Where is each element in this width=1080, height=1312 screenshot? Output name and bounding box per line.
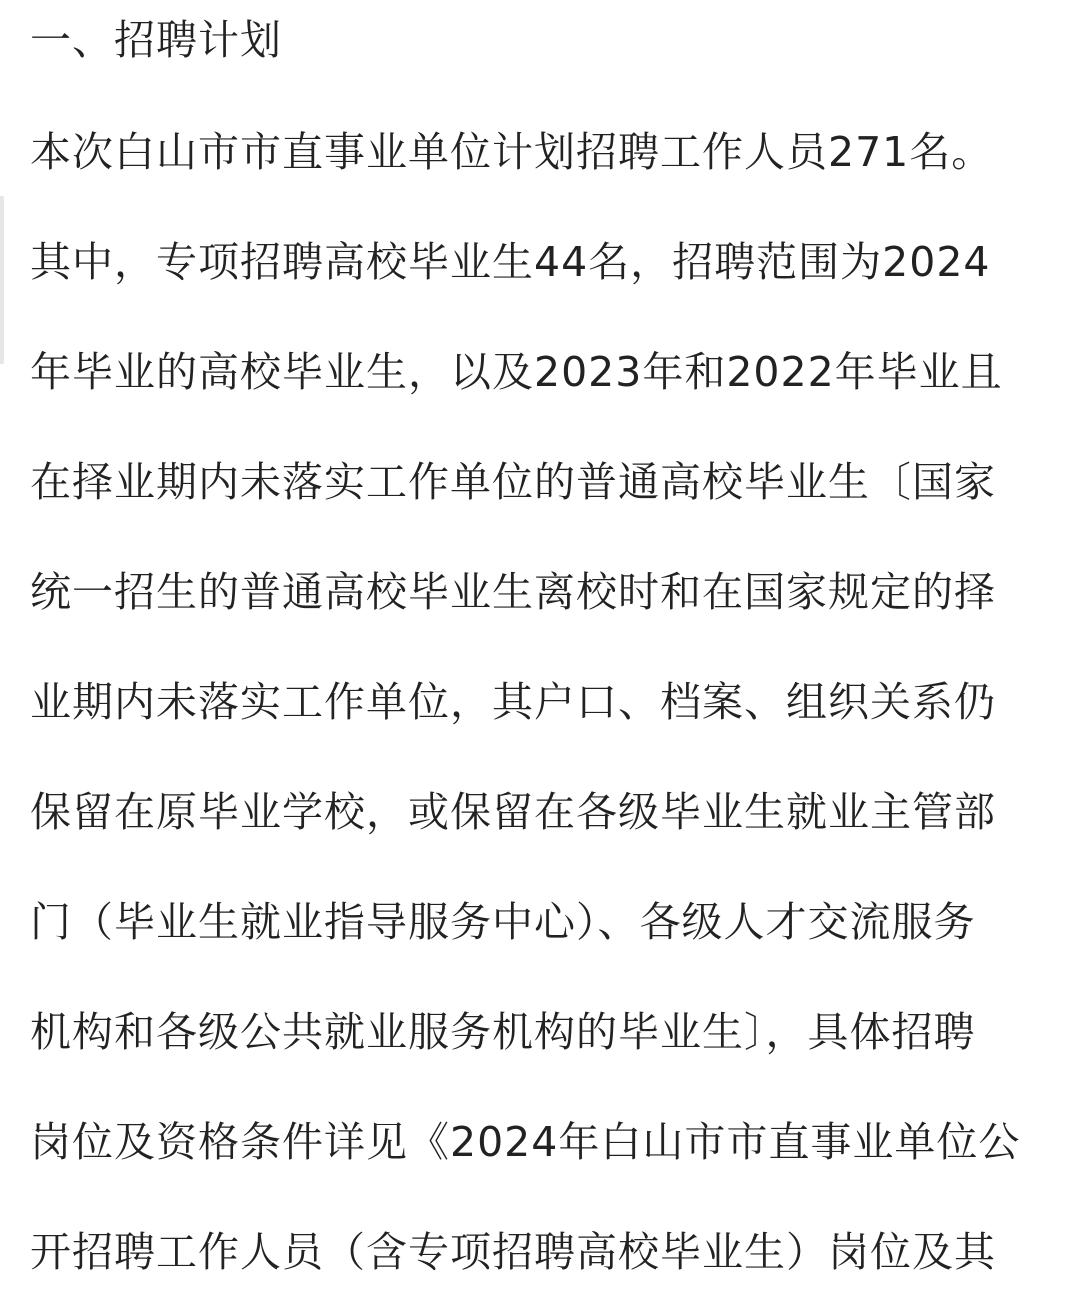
body-line-1: 本次白山市市直事业单位计划招聘工作人员271名。 [30,128,994,176]
body-line-11: 开招聘工作人员（含专项招聘高校毕业生）岗位及其 [30,1228,996,1276]
body-line-7: 保留在原毕业学校，或保留在各级毕业生就业主管部 [30,788,996,836]
body-line-10: 岗位及资格条件详见《2024年白山市市直事业单位公 [30,1118,1021,1166]
body-line-3: 年毕业的高校毕业生，以及2023年和2022年毕业且 [30,348,1003,396]
body-line-4: 在择业期内未落实工作单位的普通高校毕业生〔国家 [30,458,996,506]
scroll-edge-indicator [0,196,4,364]
body-line-2: 其中，专项招聘高校毕业生44名，招聘范围为2024 [30,238,991,286]
body-line-5: 统一招生的普通高校毕业生离校时和在国家规定的择 [30,568,996,616]
body-line-9: 机构和各级公共就业服务机构的毕业生〕，具体招聘 [30,1008,976,1056]
body-line-6: 业期内未落实工作单位，其户口、档案、组织关系仍 [30,678,996,726]
body-line-8: 门（毕业生就业指导服务中心）、各级人才交流服务 [30,898,976,946]
section-heading: 一、招聘计划 [30,16,282,64]
